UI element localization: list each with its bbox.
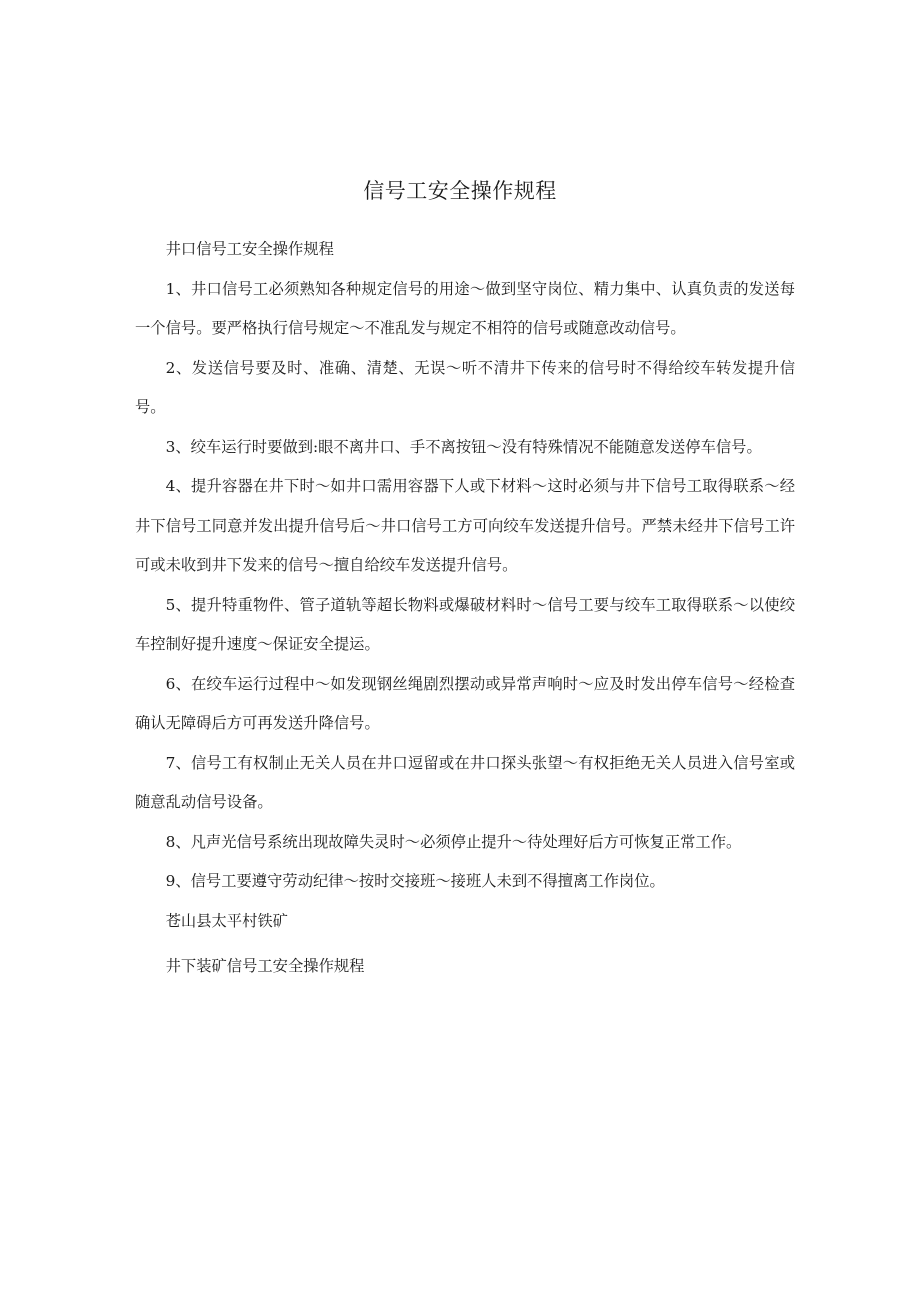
rule-item-6: 6、在绞车运行过程中～如发现钢丝绳剧烈摆动或异常声响时～应及时发出停车信号～经检查确认无障碍后方可再发送升降信号。 xyxy=(135,674,795,732)
rule-item-7: 7、信号工有权制止无关人员在井口逗留或在井口探头张望～有权拒绝无关人员进入信号室或随意乱动信号设备。 xyxy=(135,753,795,811)
rule-item-9: 9、信号工要遵守劳动纪律～按时交接班～接班人未到不得擅离工作岗位。 xyxy=(165,872,665,890)
section-heading-underground-loading: 井下装矿信号工安全操作规程 xyxy=(165,957,365,975)
document-body xyxy=(135,230,795,987)
document-title: 信号工安全操作规程 xyxy=(363,179,557,203)
rule-item-4: 4、提升容器在井下时～如井口需用容器下人或下材料～这时必须与井下信号工取得联系～经井下信号工同意并发出提升信号后～井口信号工方可向绞车发送提升信号。严禁未经井下信号工许可或未收到井下发来的信号～擅自给绞车发送提升信号。 xyxy=(135,477,795,574)
section-heading-shaft-signal: 井口信号工安全操作规程 xyxy=(165,240,334,258)
rule-item-5: 5、提升特重物件、管子道轨等超长物料或爆破材料时～信号工要与绞车工取得联系～以使绞车控制好提升速度～保证安全提运。 xyxy=(135,595,795,653)
rule-item-1: 1、井口信号工必须熟知各种规定信号的用途～做到坚守岗位、精力集中、认真负责的发送每一个信号。要严格执行信号规定～不准乱发与规定不相符的信号或随意改动信号。 xyxy=(135,279,795,337)
rule-item-2: 2、发送信号要及时、准确、清楚、无误～听不清井下传来的信号时不得给绞车转发提升信号。 xyxy=(135,358,795,416)
rule-item-8: 8、凡声光信号系统出现故障失灵时～必须停止提升～待处理好后方可恢复正常工作。 xyxy=(165,832,742,851)
rule-item-3: 3、绞车运行时要做到:眼不离井口、手不离按钮～没有特殊情况不能随意发送停车信号。 xyxy=(165,437,762,456)
organization-name: 苍山县太平村铁矿 xyxy=(165,911,288,930)
